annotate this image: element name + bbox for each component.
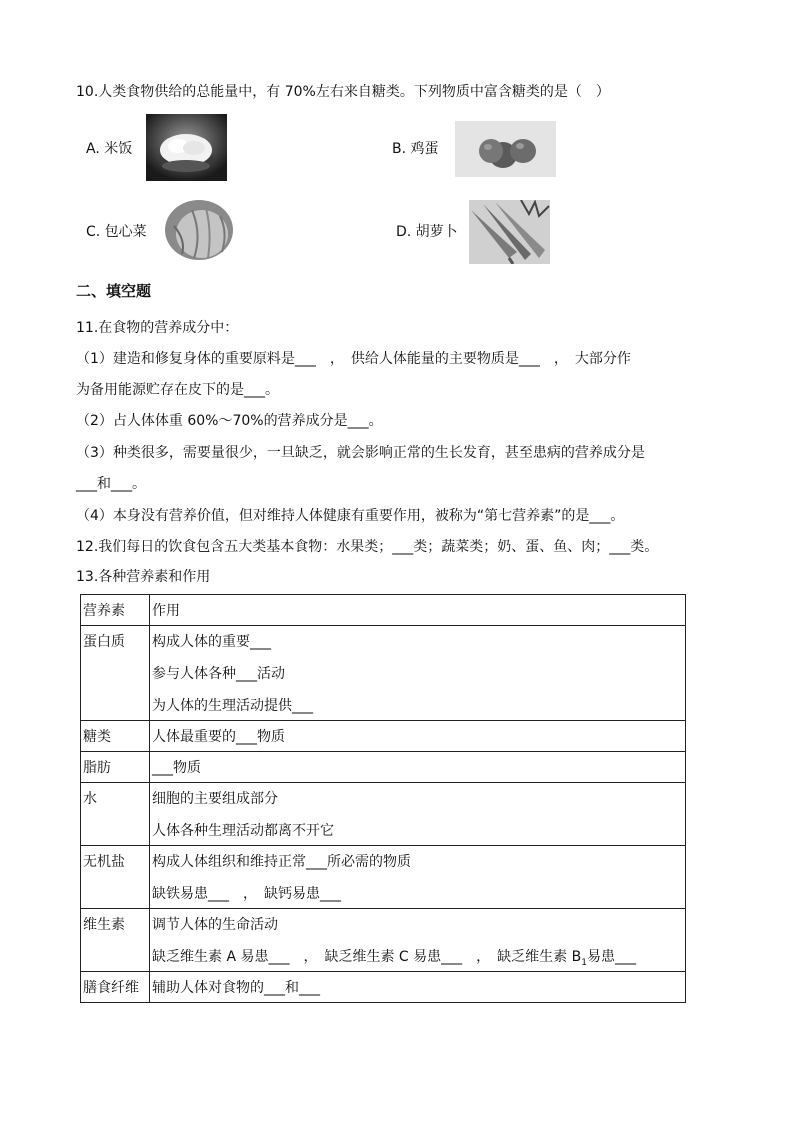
q11-line: （4）本身没有营养价值，但对维持人体健康有重要作用，被称为“第七营养素”的是___。 bbox=[76, 508, 625, 524]
q12-text: 12.我们每日的饮食包含五大类基本食物：水果类；___类；蔬菜类；奶、蛋、鱼、肉；___类。 bbox=[76, 539, 659, 555]
function-line: 构成人体组织和维持正常___所必需的物质 bbox=[152, 854, 411, 870]
function-line: 人体各种生理活动都离不开它 bbox=[152, 823, 334, 839]
function-line: 参与人体各种___活动 bbox=[152, 666, 285, 682]
option-c-label: C. 包心菜 bbox=[86, 224, 147, 240]
q13-title: 13.各种营养素和作用 bbox=[76, 569, 211, 585]
option-a-label: A. 米饭 bbox=[86, 141, 133, 157]
q11-stem: 11.在食物的营养成分中： bbox=[76, 320, 239, 336]
section-title: 二、填空题 bbox=[76, 282, 152, 300]
q11-line: （3）种类很多，需要量很少，一旦缺乏，就会影响正常的生长发育，甚至患病的营养成分是 bbox=[76, 445, 645, 461]
header-nutrient: 营养素 bbox=[81, 595, 150, 626]
option-b-label: B. 鸡蛋 bbox=[392, 141, 439, 157]
nutrient-cell: 无机盐 bbox=[81, 846, 150, 909]
function-line: 人体最重要的___物质 bbox=[152, 729, 285, 745]
nutrient-cell: 脂肪 bbox=[81, 752, 150, 783]
vitamin-subscript: 1 bbox=[581, 957, 587, 968]
function-cell bbox=[150, 752, 686, 783]
q10-stem: 10.人类食物供给的总能量中，有 70%左右来自糖类。下列物质中富含糖类的是（ ） bbox=[76, 84, 610, 100]
vitamin-text-b: 易患___ bbox=[586, 949, 636, 965]
nutrient-cell: 糖类 bbox=[81, 721, 150, 752]
function-line: 构成人体的重要___ bbox=[152, 634, 271, 650]
table-row bbox=[81, 846, 686, 909]
function-cell bbox=[150, 721, 686, 752]
header-function: 作用 bbox=[150, 595, 686, 626]
table-row bbox=[81, 626, 686, 721]
vitamin-deficiency-line bbox=[152, 947, 683, 967]
function-cell bbox=[150, 846, 686, 909]
function-cell bbox=[150, 626, 686, 721]
function-line: 缺铁易患___ ， 缺钙易患___ bbox=[152, 886, 341, 902]
table-row bbox=[81, 783, 686, 846]
function-cell bbox=[150, 783, 686, 846]
q11-line: 为备用能源贮存在皮下的是___。 bbox=[76, 382, 279, 398]
table-row bbox=[81, 909, 686, 972]
nutrient-cell: 维生素 bbox=[81, 909, 150, 972]
function-cell bbox=[150, 972, 686, 1003]
cabbage-photo bbox=[162, 196, 236, 262]
function-line: 为人体的生理活动提供___ bbox=[152, 698, 313, 714]
table-header-row bbox=[81, 595, 686, 626]
nutrient-cell: 水 bbox=[81, 783, 150, 846]
vitamin-text-a: 缺乏维生素 A 易患___ ， 缺乏维生素 C 易患___ ， 缺乏维生素 B bbox=[152, 949, 582, 965]
table-row bbox=[81, 752, 686, 783]
function-line: 细胞的主要组成部分 bbox=[152, 791, 278, 807]
q11-line: （2）占人体体重 60%～70%的营养成分是___。 bbox=[76, 413, 383, 429]
q11-line: （1）建造和修复身体的重要原料是___ ， 供给人体能量的主要物质是___ ， 大部分作 bbox=[76, 351, 631, 367]
carrots-photo bbox=[469, 200, 550, 264]
nutrient-cell: 蛋白质 bbox=[81, 626, 150, 721]
function-line: ___物质 bbox=[152, 760, 201, 776]
function-line: 辅助人体对食物的___和___ bbox=[152, 980, 320, 996]
rice-bowl-photo bbox=[146, 114, 227, 181]
function-cell bbox=[150, 909, 686, 972]
table-row bbox=[81, 721, 686, 752]
nutrient-table bbox=[80, 594, 686, 1003]
nutrient-cell: 膳食纤维 bbox=[81, 972, 150, 1003]
option-d-label: D. 胡萝卜 bbox=[396, 224, 458, 240]
table-row bbox=[81, 972, 686, 1003]
function-line: 调节人体的生命活动 bbox=[152, 917, 278, 933]
eggs-photo bbox=[455, 121, 556, 177]
q11-line: ___和___。 bbox=[76, 476, 146, 492]
